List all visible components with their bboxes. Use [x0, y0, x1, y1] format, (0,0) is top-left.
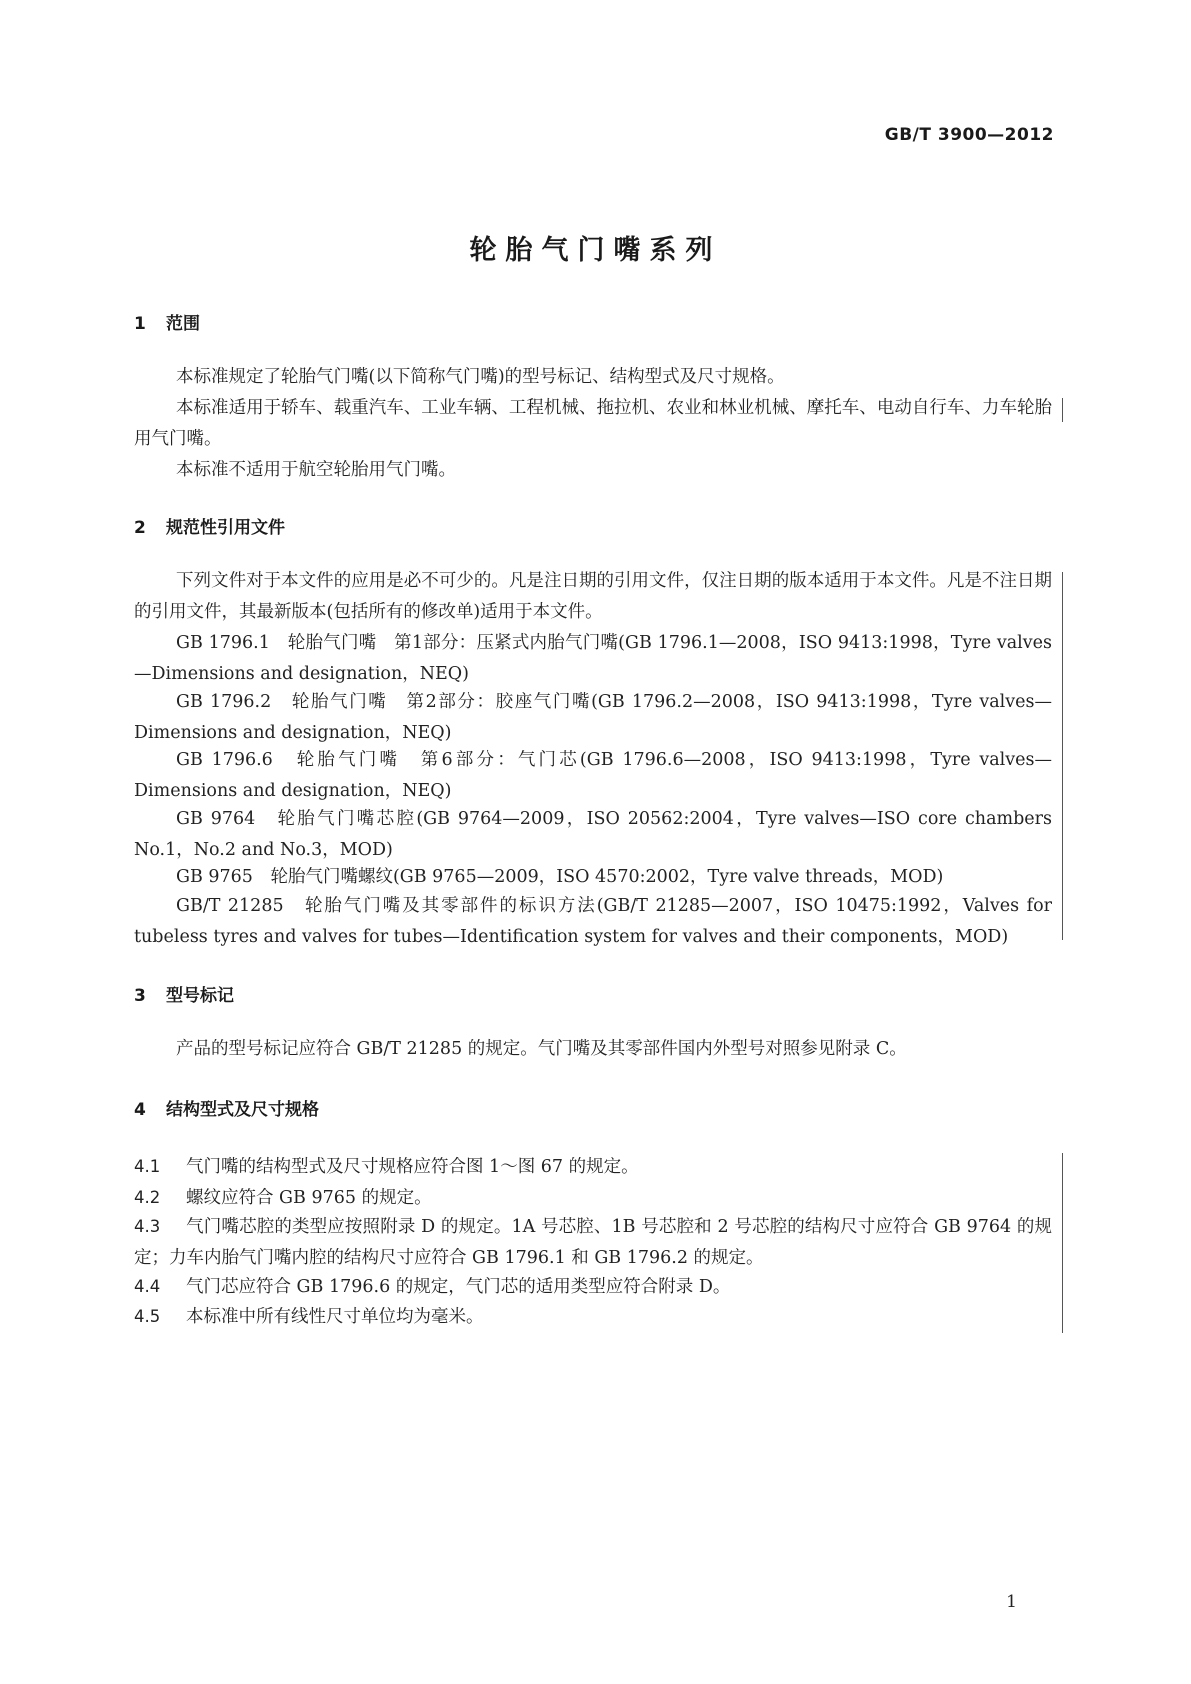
reference-item: GB 1796.2 轮胎气门嘴 第2部分：胶座气门嘴(GB 1796.2—2008，ISO 9413:1998，Tyre valves—Dimensions and designation，NEQ): [134, 692, 1052, 743]
clause-4-1: 4.1 气门嘴的结构型式及尺寸规格应符合图 1～图 67 的规定。: [134, 1151, 1052, 1183]
section-number: 3: [134, 986, 146, 1006]
clause-number: 4.1: [134, 1157, 161, 1176]
section-3-heading: [134, 981, 234, 1006]
page-number: 1: [1006, 1592, 1017, 1612]
section-3-paragraph: 产品的型号标记应符合 GB/T 21285 的规定。气门嘴及其零部件国内外型号对照参见附录 C。: [176, 1039, 907, 1059]
clause-number: 4.4: [134, 1277, 161, 1296]
section-1-paragraph-2: 本标准适用于轿车、载重汽车、工业车辆、工程机械、拖拉机、农业和林业机械、摩托车、电动自行车、力车轮胎用气门嘴。: [134, 398, 1052, 449]
clause-number: 4.5: [134, 1307, 161, 1326]
reference-item: GB 9765 轮胎气门嘴螺纹(GB 9765—2009，ISO 4570:2002，Tyre valve threads，MOD): [176, 867, 944, 887]
clause-4-3: 4.3 气门嘴芯腔的类型应按照附录 D 的规定。1A 号芯腔、1B 号芯腔和 2 号芯腔的结构尺寸应符合 GB 9764 的规定；力车内胎气门嘴内腔的结构尺寸应符合 GB 1796.1 和 GB 1796.2 的规定。: [134, 1211, 1052, 1274]
section-title: 规范性引用文件: [166, 518, 285, 538]
reference-item: GB/T 21285 轮胎气门嘴及其零部件的标识方法(GB/T 21285—2007，ISO 10475:1992，Valves for tubeless tyres and valves for tubes—Identification system for valves and their components，MOD): [134, 896, 1052, 947]
section-1-heading: [134, 309, 200, 334]
change-bar: [1062, 1153, 1063, 1333]
section-title: 结构型式及尺寸规格: [166, 1100, 319, 1120]
section-number: 2: [134, 518, 146, 538]
section-1-paragraph-3: 本标准不适用于航空轮胎用气门嘴。: [176, 460, 456, 480]
change-bar: [1062, 398, 1063, 422]
reference-item: GB 9764 轮胎气门嘴芯腔(GB 9764—2009，ISO 20562:2004，Tyre valves—ISO core chambers No.1，No.2 and No.3，MOD): [134, 809, 1052, 860]
clause-4-4: 4.4 气门芯应符合 GB 1796.6 的规定，气门芯的适用类型应符合附录 D。: [134, 1271, 1052, 1303]
section-title: 型号标记: [166, 986, 234, 1006]
change-bar: [1062, 572, 1063, 940]
section-number: 1: [134, 314, 146, 334]
section-4-heading: [134, 1095, 319, 1120]
reference-item: GB 1796.6 轮胎气门嘴 第6部分：气门芯(GB 1796.6—2008，ISO 9413:1998，Tyre valves—Dimensions and designation，NEQ): [134, 750, 1052, 801]
section-number: 4: [134, 1100, 146, 1120]
clause-4-5: 4.5 本标准中所有线性尺寸单位均为毫米。: [134, 1301, 1052, 1333]
standard-number: GB/T 3900—2012: [884, 125, 1054, 145]
section-2-intro: 下列文件对于本文件的应用是必不可少的。凡是注日期的引用文件，仅注日期的版本适用于本文件。凡是不注日期的引用文件，其最新版本(包括所有的修改单)适用于本文件。: [134, 571, 1052, 622]
section-1-paragraph-1: 本标准规定了轮胎气门嘴(以下简称气门嘴)的型号标记、结构型式及尺寸规格。: [176, 367, 785, 387]
clause-number: 4.2: [134, 1188, 161, 1207]
section-2-heading: [134, 513, 285, 538]
clause-number: 4.3: [134, 1217, 161, 1236]
reference-item: GB 1796.1 轮胎气门嘴 第1部分：压紧式内胎气门嘴(GB 1796.1—2008，ISO 9413:1998，Tyre valves—Dimensions and designation，NEQ): [134, 633, 1052, 684]
section-title: 范围: [166, 314, 200, 334]
document-title: 轮胎气门嘴系列: [469, 235, 722, 266]
clause-4-2: 4.2 螺纹应符合 GB 9765 的规定。: [134, 1182, 1052, 1214]
